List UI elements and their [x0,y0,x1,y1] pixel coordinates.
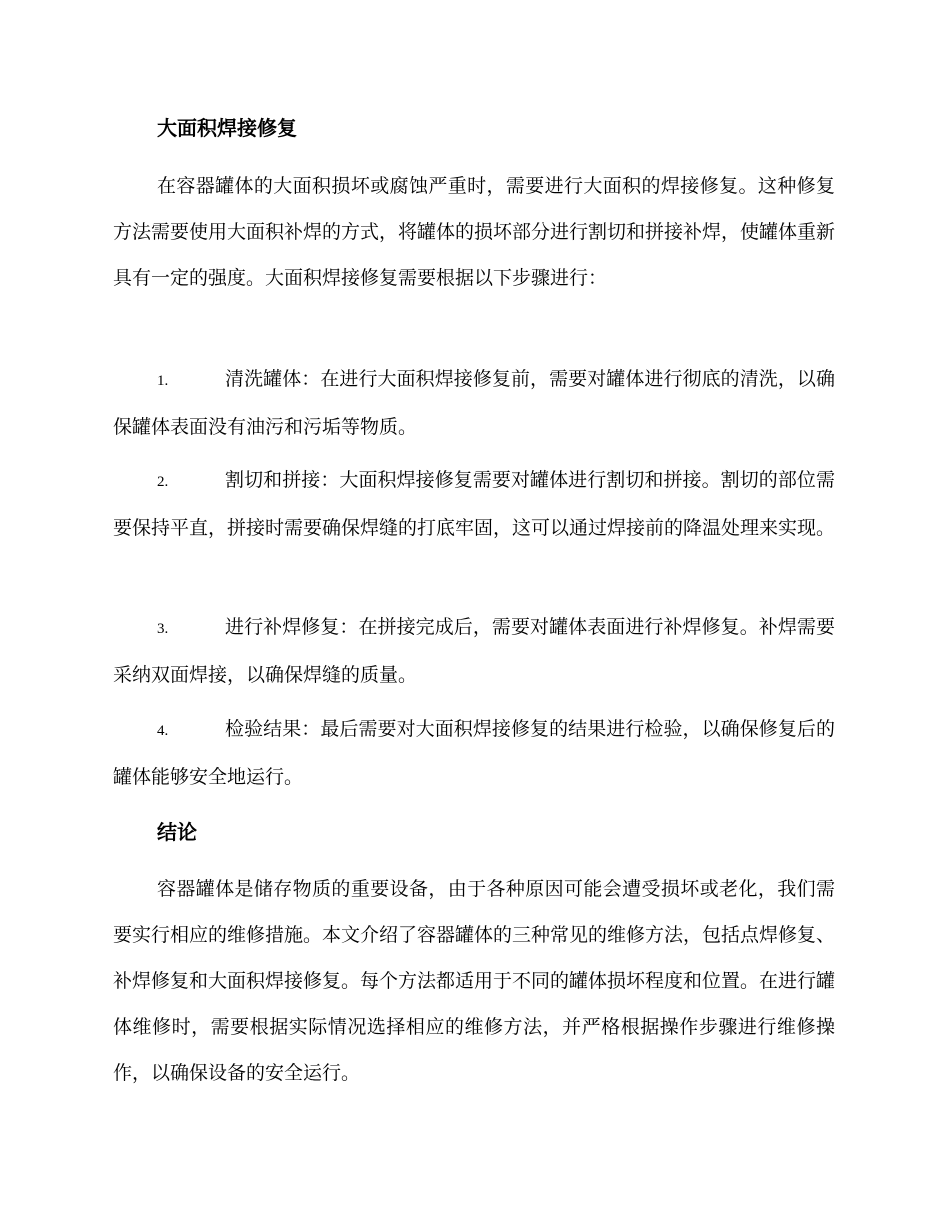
list-item-text: 检验结果：最后需要对大面积焊接修复的结果进行检验，以确保修复后的罐体能够安全地运行。 [113,718,835,788]
section-heading-conclusion: 结论 [157,820,197,844]
list-item [113,604,835,698]
list-item-text: 割切和拼接：大面积焊接修复需要对罐体进行割切和拼接。割切的部位需要保持平直，拼接时需要确保焊缝的打底牢固，这可以通过焊接前的降温处理来实现。 [113,469,836,539]
conclusion-paragraph: 容器罐体是储存物质的重要设备，由于各种原因可能会遭受损坏或老化，我们需要实行相应的维修措施。本文介绍了容器罐体的三种常见的维修方法，包括点焊修复、补焊修复和大面积焊接修复。每个方法都适用于不同的罐体损坏程度和位置。在进行罐体维修时，需要根据实际情况选择相应的维修方法，并严格根据操作步骤进行维修操作，以确保设备的安全运行。 [113,878,836,1084]
section-heading-large-area-welding: 大面积焊接修复 [157,116,297,140]
list-item-number: 1. [157,373,169,389]
list-item [113,706,835,800]
list-item-text: 进行补焊修复：在拼接完成后，需要对罐体表面进行补焊修复。补焊需要采纳双面焊接，以确保焊缝的质量。 [113,616,835,686]
list-item-text: 清洗罐体：在进行大面积焊接修复前，需要对罐体进行彻底的清洗，以确保罐体表面没有油污和污垢等物质。 [113,368,835,438]
intro-paragraph: 在容器罐体的大面积损坏或腐蚀严重时，需要进行大面积的焊接修复。这种修复方法需要使用大面积补焊的方式，将罐体的损坏部分进行割切和拼接补焊，使罐体重新具有一定的强度。大面积焊接修复需要根据以下步骤进行： [113,175,836,289]
list-item-number: 4. [157,723,169,739]
list-item-number: 2. [157,474,169,490]
list-item [113,356,835,450]
list-item [113,457,835,551]
list-item-number: 3. [157,621,169,637]
